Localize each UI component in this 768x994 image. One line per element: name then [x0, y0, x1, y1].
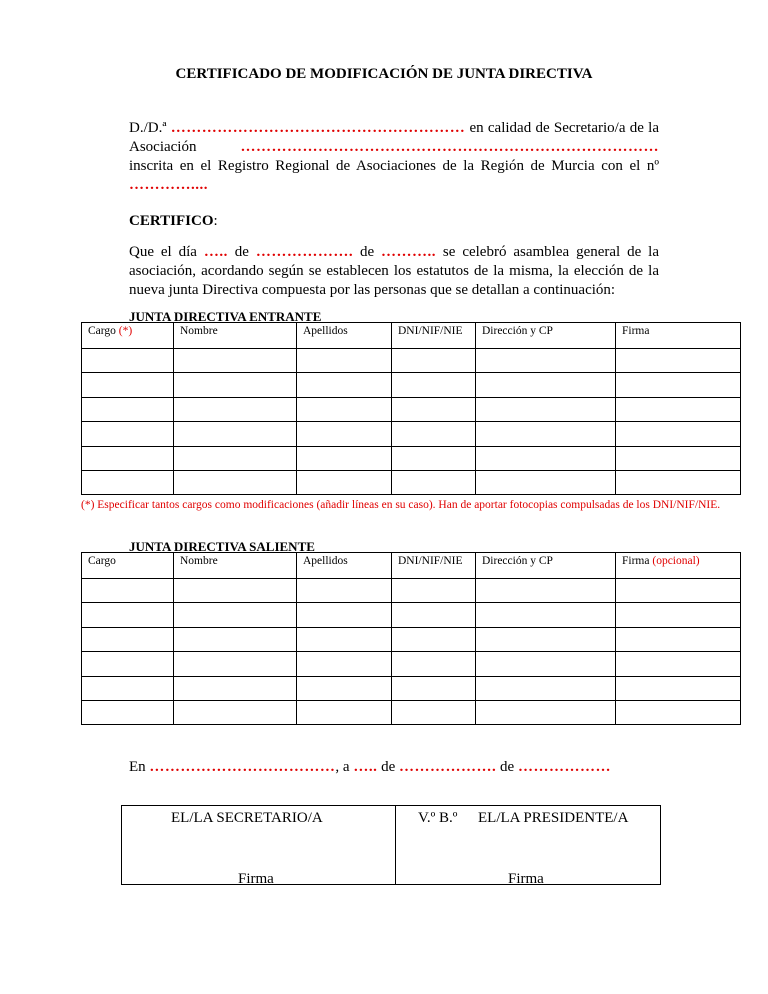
saliente-header-row [82, 553, 741, 579]
table-row[interactable] [82, 652, 741, 676]
month-fill-dots[interactable]: ………………. [255, 244, 354, 260]
saliente-firma-optional: (opcional) [652, 555, 700, 567]
saliente-header-firma: Firma (opcional) [616, 553, 741, 579]
secretario-label: EL/LA SECRETARIO/A [171, 810, 323, 826]
table-row[interactable] [82, 397, 741, 421]
entrante-table [81, 322, 741, 495]
saliente-header-apellidos: Apellidos [297, 553, 392, 579]
certifico-label: CERTIFICO [129, 213, 214, 229]
date-line [129, 759, 611, 776]
place-fill-dots[interactable]: ……………………………… [149, 759, 336, 775]
certifico-heading [129, 213, 218, 230]
registry-number-fill-dots[interactable]: ………….... [129, 177, 208, 193]
table-row[interactable] [82, 349, 741, 373]
entrante-header-direccion: Dirección y CP [476, 323, 616, 349]
date-de-2: de [496, 759, 518, 775]
statement-paragraph [129, 243, 659, 300]
footnote: (*) Especificar tantos cargos como modificaciones (añadir líneas en su caso). Han de aportar fotocopias compulsadas de los DNI/NIF/NIE. [81, 499, 721, 511]
saliente-header-dni: DNI/NIF/NIE [392, 553, 476, 579]
statement-text-3: de [353, 244, 382, 260]
intro-paragraph [129, 119, 659, 195]
document-title: CERTIFICADO DE MODIFICACIÓN DE JUNTA DIRECTIVA [175, 66, 593, 82]
year-fill-dots[interactable]: ……….. [381, 244, 437, 260]
entrante-header-dni: DNI/NIF/NIE [392, 323, 476, 349]
entrante-header-nombre: Nombre [174, 323, 297, 349]
entrante-header-apellidos: Apellidos [297, 323, 392, 349]
intro-text-2: en calidad de Secretario/a de la Asociación [129, 120, 659, 155]
table-row[interactable] [82, 373, 741, 397]
entrante-header-cargo: Cargo (*) [82, 323, 174, 349]
saliente-title: JUNTA DIRECTIVA SALIENTE [129, 539, 315, 554]
date-en: En [129, 759, 150, 775]
statement-text-1: Que el día [129, 244, 204, 260]
date-a: , a [335, 759, 354, 775]
entrante-header-firma: Firma [616, 323, 741, 349]
saliente-header-nombre: Nombre [174, 553, 297, 579]
day-fill-dots[interactable]: ….. [203, 244, 228, 260]
statement-text-4: se celebró asamblea general de la asociación, acordando según se establecen los estatutos de la misma, la elección de la nueva junta Directiva compuesta por las personas que se detallan a continuación: [129, 244, 659, 298]
vobo-label: V.º B.º [418, 810, 458, 826]
intro-text-3: inscrita en el Registro Regional de Asociaciones de la Región de Murcia con el nº [129, 158, 659, 174]
entrante-header-row [82, 323, 741, 349]
table-row[interactable] [82, 470, 741, 494]
saliente-header-direccion: Dirección y CP [476, 553, 616, 579]
presidente-label: EL/LA PRESIDENTE/A [478, 810, 629, 826]
table-row[interactable] [82, 446, 741, 470]
association-fill-dots[interactable]: ……………………………………………………………………… [240, 139, 659, 155]
date-de-1: de [377, 759, 400, 775]
table-row[interactable] [82, 700, 741, 724]
entrante-title: JUNTA DIRECTIVA ENTRANTE [129, 309, 322, 324]
table-row[interactable] [82, 579, 741, 603]
table-row[interactable] [82, 603, 741, 627]
sign-day-fill-dots[interactable]: ….. [353, 759, 378, 775]
statement-text-2: de [227, 244, 256, 260]
secretario-firma-label[interactable]: Firma [238, 871, 274, 887]
sign-year-fill-dots[interactable]: ……………… [517, 759, 611, 775]
sign-month-fill-dots[interactable]: ………………. [399, 759, 497, 775]
name-fill-dots[interactable]: ………………………………………………… [170, 120, 466, 136]
saliente-table [81, 552, 741, 725]
table-row[interactable] [82, 422, 741, 446]
table-row[interactable] [82, 627, 741, 651]
presidente-firma-label[interactable]: Firma [508, 871, 544, 887]
signature-divider [395, 806, 396, 885]
entrante-cargo-asterisk: (*) [118, 325, 133, 337]
certifico-colon: : [213, 213, 218, 229]
saliente-header-cargo: Cargo [82, 553, 174, 579]
intro-text-1: D./D.ª [129, 120, 171, 136]
signature-box [121, 805, 661, 885]
table-row[interactable] [82, 676, 741, 700]
